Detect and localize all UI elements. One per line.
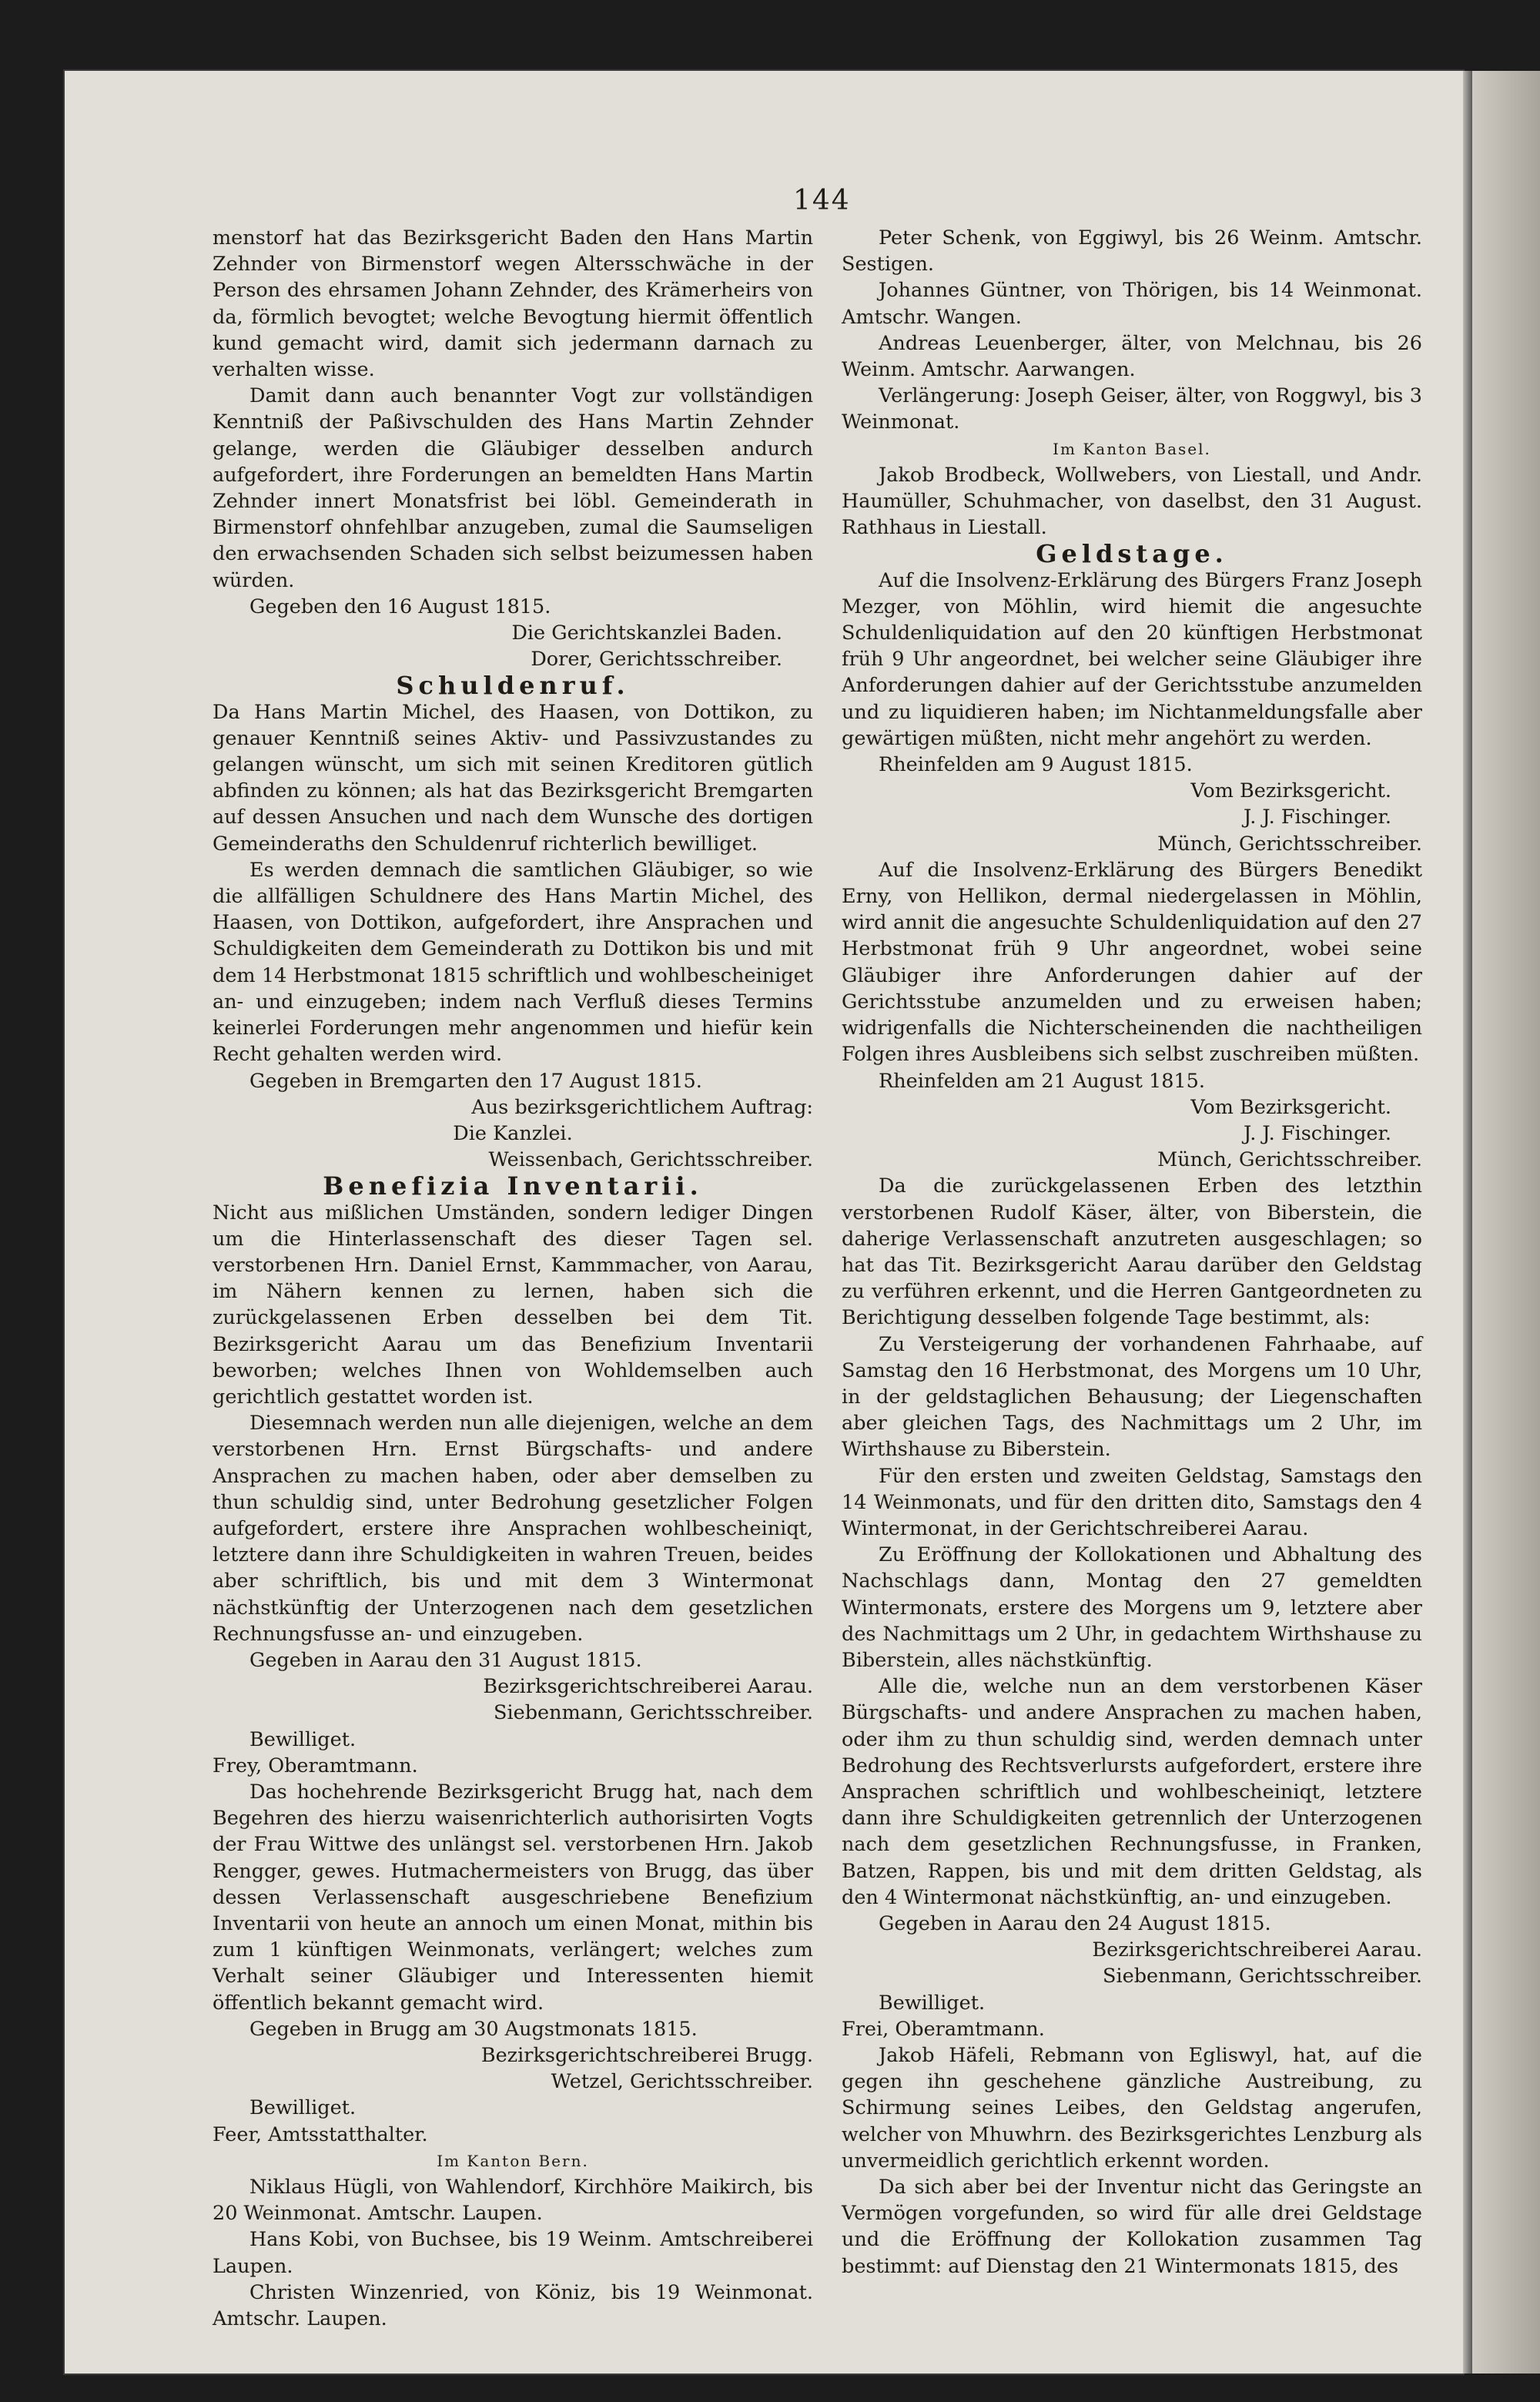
benefizia-paragraph-1: Nicht aus mißlichen Umständen, sondern lediger Dingen um die Hinterlassenschaft des dieser Tagen sel. verstorbenen Hrn. Daniel Ernst, Kammmacher, von Aarau, im Nähern kennen zu lernen, haben sich die zurückgelassenen Erben desselben bei dem Tit. Bezirksgericht Aarau um das Benefizium Inventarii beworben; welches Ihnen von Wohldemselben auch gerichtlich gestattet worden ist. [213,1201,813,1409]
geldstage-signature-1c: Münch, Gerichtsschreiber. [1157,832,1422,856]
brugg-official: Feer, Amtsstatthalter. [213,2122,428,2146]
kanton-basel-heading: Im Kanton Basel. [1053,439,1211,458]
geldstage-signature-1b: J. J. Fischinger. [1243,806,1391,829]
heading-benefizia: Benefizia Inventarii. [323,1171,703,1201]
benefizia-signature-1: Bezirksgerichtschreiberei Aarau. [483,1675,813,1699]
geldstage-signature-2a: Vom Bezirksgericht. [1190,1095,1391,1119]
next-page-edge [1472,71,1540,2374]
schuldenruf-signature-1: Aus bezirksgerichtlichem Auftrag: [471,1095,813,1119]
geldstage-signature-2b: J. J. Fischinger. [1243,1121,1391,1145]
kaeser-paragraph-5: Alle die, welche nun an dem verstorbenen Käser Bürgschafts- und andere Ansprachen zu machen haben, oder ihm zu thun schuldig sind, werden demnach unter Bedrohung des Rechtsverlursts aufgefordert, erstere ihre Ansprachen schriftlich und wohlbescheiniqt, letztere dann ihre Schuldigkeiten getrennlich der Unterzogenen nach dem gesetzlichen Rechnungsfusse, in Franken, Batzen, Rappen, bis und mit dem dritten Geldstag, als den 4 Wintermonat nächstkünftig, an- und einzugeben. [842,1675,1422,1909]
kaeser-signature-1: Bezirksgerichtschreiberei Aarau. [1092,1938,1422,1962]
kaeser-paragraph-3: Für den ersten und zweiten Geldstag, Samstags den 14 Weinmonats, und für den dritten dito, Samstags den 4 Wintermonat, in der Gerichtschreiberei Aarau. [842,1464,1422,1540]
benefizia-signature-2: Siebenmann, Gerichtsschreiber. [494,1701,813,1725]
right-column [842,225,1422,2280]
geldstage-signature-2c: Münch, Gerichtsschreiber. [1157,1148,1422,1172]
heading-schuldenruf: Schuldenruf. [396,671,630,701]
intro-date: Gegeben den 16 August 1815. [249,595,551,618]
schuldenruf-date: Gegeben in Bremgarten den 17 August 1815. [249,1069,702,1093]
intro-paragraph: menstorf hat das Bezirksgericht Baden den Hans Martin Zehnder von Birmenstorf wegen Altersschwäche in der Person des ehrsamen Johann Zehnder, des Krämerheirs von da, förmlich bevogtet; welche Bevogtung hiermit öffentlich kund gemacht wird, damit sich jedermann darnach zu verhalten wisse. [213,226,813,382]
intro-signature-2: Dorer, Gerichtsschreiber. [531,648,782,672]
basel-entry-1: Jakob Brodbeck, Wollwebers, von Liestall, und Andr. Haumüller, Schuhmacher, von daselbst, den 31 August. Rathhaus in Liestall. [842,463,1422,540]
schuldenruf-signature-2: Die Kanzlei. [453,1121,573,1145]
geldstage-paragraph-2: Auf die Insolvenz-Erklärung des Bürgers Benedikt Erny, von Hellikon, dermal niedergelassen in Möhlin, wird annit die angesuchte Schuldenliquidation auf den 27 Herbstmonat früh 9 Uhr angeordnet, wobei seine Gläubiger ihre Anforderungen dahier auf der Gerichtsstube anzumelden und zu erweisen haben; widrigenfalls die Nichterscheinenden die nachtheiligen Folgen ihres Ausbleibens sich selbst zuschreiben müßten. [842,858,1422,1067]
benefizia-approved: Bewilliget. [249,1727,357,1751]
bern-entry-3: Christen Winzenried, von Köniz, bis 19 Weinmonat. Amtschr. Laupen. [213,2280,813,2331]
geldstage-paragraph-1: Auf die Insolvenz-Erklärung des Bürgers Franz Joseph Mezger, von Möhlin, wird hiemit die angesuchte Schuldenliquidation auf den 20 künftigen Herbstmonat früh 9 Uhr angeordnet, bei welcher seine Gläubiger ihre Anforderungen dahier auf der Gerichtsstube anzumelden und zu liquidieren haben; im Nichtanmeldungsfalle aber gewärtigen müßten, nicht mehr angehört zu werden. [842,568,1422,750]
bern-entry-2: Hans Kobi, von Buchsee, bis 19 Weinm. Amtschreiberei Laupen. [213,2228,813,2278]
intro-paragraph-2: Damit dann auch benannter Vogt zur vollständigen Kenntniß der Paßivschulden des Hans Martin Zehnder gelange, werden die Gläubiger desselben andurch aufgefordert, ihre Forderungen an bemeldten Hans Martin Zehnder innert Monatsfrist bei löbl. Gemeinderath in Birmenstorf ohnfehlbar anzugeben, zumal die Saumseligen den erwachsenden Schaden sich selbst beizumessen haben würden. [213,384,813,592]
geldstage-date-2: Rheinfelden am 21 August 1815. [879,1069,1205,1093]
brugg-signature-2: Wetzel, Gerichtsschreiber. [551,2070,813,2094]
heading-geldstage: Geldstage. [1036,539,1228,569]
schuldenruf-signature-3: Weissenbach, Gerichtsschreiber. [488,1148,813,1172]
schuldenruf-paragraph-1: Da Hans Martin Michel, des Haasen, von Dottikon, zu genauer Kenntniß seines Aktiv- und Passivzustandes zu gelangen wünscht, um sich mit seinen Kreditoren gütlich abfinden zu können; als hat das Bezirksgericht Bremgarten auf dessen Ansuchen und nach dem Wunsche des dortigen Gemeinderaths den Schuldenruf richterlich bewilliget. [213,700,813,856]
kaeser-official: Frei, Oberamtmann. [842,2017,1045,2041]
geldstage-date-1: Rheinfelden am 9 August 1815. [879,753,1193,777]
bern-entry-1: Niklaus Hügli, von Wahlendorf, Kirchhöre Maikirch, bis 20 Weinmonat. Amtschr. Laupen. [213,2176,813,2226]
bern-entry-5: Johannes Güntner, von Thörigen, bis 14 Weinmonat. Amtschr. Wangen. [842,279,1422,329]
kanton-bern-heading: Im Kanton Bern. [437,2151,589,2170]
brugg-signature-1: Bezirksgerichtschreiberei Brugg. [480,2044,813,2068]
brugg-paragraph: Das hochehrende Bezirksgericht Brugg hat, nach dem Begehren des hierzu waisenrichterlich authorisirten Vogts der Frau Wittwe des unlängst sel. verstorbenen Hrn. Jakob Rengger, gewes. Hutmachermeisters von Brugg, das über dessen Verlassenschaft ausgeschriebene Benefizium Inventarii von heute an annoch um einen Monat, mithin bis zum 1 künftigen Weinmonats, verlängert; welches zum Verhalt seiner Gläubiger und Interessenten hiemit öffentlich bekannt gemacht wird. [213,1780,813,2015]
benefizia-official: Frey, Oberamtmann. [213,1754,418,1777]
kaeser-signature-2: Siebenmann, Gerichtsschreiber. [1103,1965,1422,1988]
left-column [213,225,813,2332]
bern-entry-6: Andreas Leuenberger, älter, von Melchnau, bis 26 Weinm. Amtschr. Aarwangen. [842,331,1422,382]
page-number: 144 [793,185,851,216]
benefizia-date: Gegeben in Aarau den 31 August 1815. [249,1648,642,1672]
kaeser-approved: Bewilliget. [879,1991,986,2015]
haefeli-paragraph-2: Da sich aber bei der Inventur nicht das Geringste an Vermögen vorgefunden, so wird für alle drei Geldstage und die Eröffnung der Kollokation zusammen Tag bestimmt: auf Dienstag den 21 Wintermonats 1815, des [842,2176,1422,2278]
schuldenruf-paragraph-2: Es werden demnach die samtlichen Gläubiger, so wie die allfälligen Schuldnere des Hans Martin Michel, des Haasen, von Dottikon, aufgefordert, ihre Ansprachen und Schuldigkeiten dem Gemeinderath zu Dottikon bis und mit dem 14 Herbstmonat 1815 schriftlich und wohlbescheiniget an- und einzugeben; indem nach Verfluß dieses Termins keinerlei Forderungen mehr angenommen und hiefür kein Recht gehalten werden wird. [213,858,813,1067]
geldstage-signature-1a: Vom Bezirksgericht. [1190,779,1391,803]
brugg-approved: Bewilliget. [249,2096,357,2120]
intro-signature-1: Die Gerichtskanzlei Baden. [511,621,782,645]
haefeli-paragraph-1: Jakob Häfeli, Rebmann von Egliswyl, hat, auf die gegen ihn geschehene gänzliche Austreibung, zu Schirmung seines Leibes, den Geldstag angerufen, welcher von Mhuwhrn. des Bezirksgerichtes Lenzburg als unvermeidlich gerichtlich erkennt worden. [842,2044,1422,2173]
benefizia-paragraph-2: Diesemnach werden nun alle diejenigen, welche an dem verstorbenen Hrn. Ernst Bürgschafts- und andere Ansprachen zu machen haben, oder aber demselben zu thun schuldig sind, unter Bedrohung gesetzlicher Folgen aufgefordert, erstere ihre Ansprachen wohlbescheiniqt, letztere dann ihre Schuldigkeiten in wahren Treuen, beides aber schriftlich, bis und mit dem 3 Wintermonat nächstkünftig der Unterzogenen nach dem gesetzlichen Rechnungsfusse an- und einzugeben. [213,1412,813,1646]
kaeser-paragraph-2: Zu Versteigerung der vorhandenen Fahrhaabe, auf Samstag den 16 Herbstmonat, des Morgens um 10 Uhr, in der geldstaglichen Behausung; der Liegenschaften aber gleichen Tags, des Nachmittags um 2 Uhr, im Wirthshause zu Biberstein. [842,1332,1422,1462]
kaeser-date: Gegeben in Aarau den 24 August 1815. [879,1912,1271,1935]
bern-entry-7: Verlängerung: Joseph Geiser, älter, von Roggwyl, bis 3 Weinmonat. [842,384,1422,434]
bern-entry-4: Peter Schenk, von Eggiwyl, bis 26 Weinm. Amtschr. Sestigen. [842,226,1422,276]
kaeser-paragraph-4: Zu Eröffnung der Kollokationen und Abhaltung des Nachschlags dann, Montag den 27 gemeldten Wintermonats, erstere des Morgens um 9, letztere aber des Nachmittags um 2 Uhr, in gedachtem Wirthshause zu Biberstein, alles nächstkünftig. [842,1543,1422,1672]
kaeser-paragraph-1: Da die zurückgelassenen Erben des letzthin verstorbenen Rudolf Käser, älter, von Biberstein, die daherige Verlassenschaft anzutreten ausgeschlagen; so hat das Tit. Bezirksgericht Aarau darüber den Geldstag zu verführen erkennt, und die Herren Gantgeordneten zu Berichtigung desselben folgende Tage bestimmt, als: [842,1174,1422,1330]
brugg-date: Gegeben in Brugg am 30 Augstmonats 1815. [249,2017,698,2041]
page-edge [1463,71,1472,2374]
